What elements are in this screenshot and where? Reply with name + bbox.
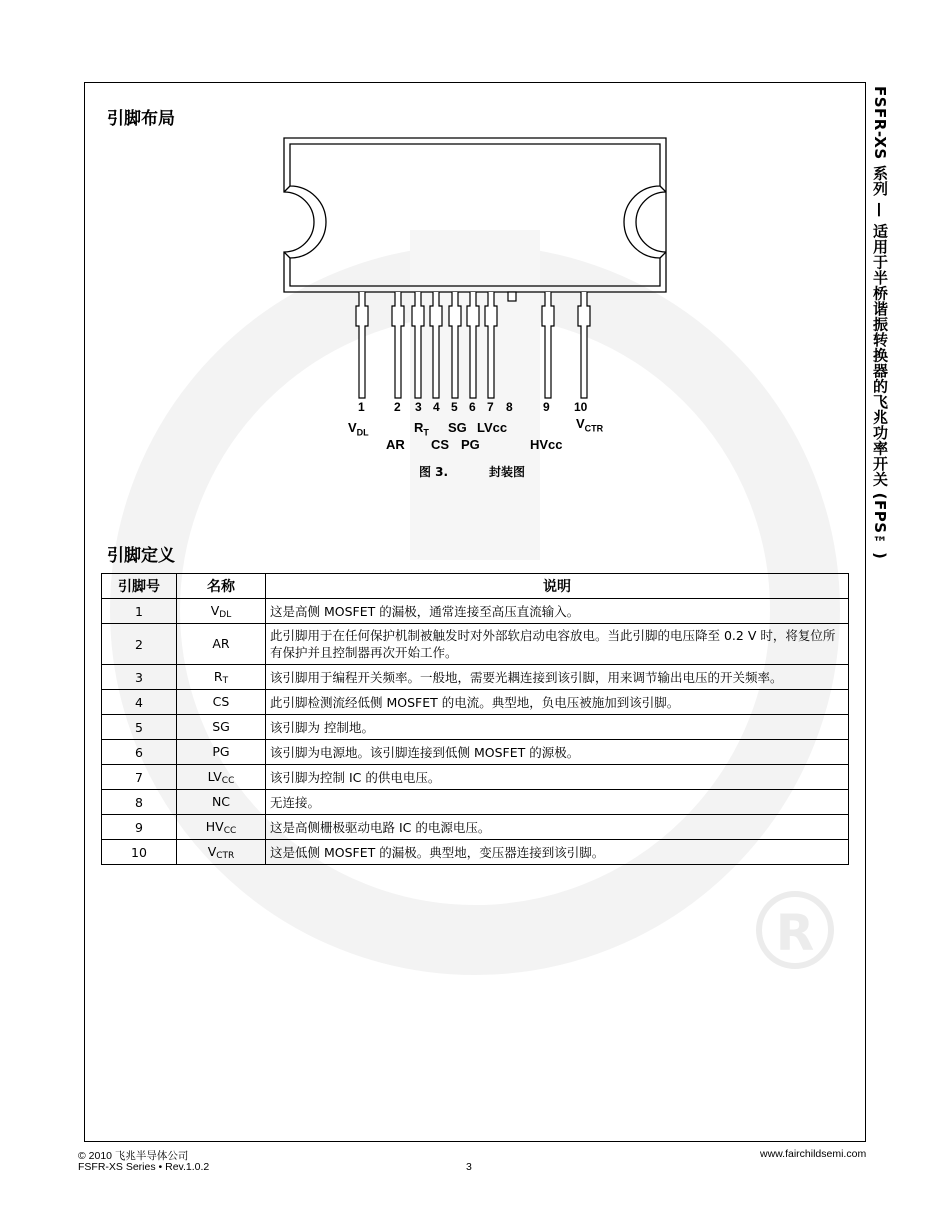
pin-number-1: 1 bbox=[358, 400, 365, 414]
pin-number-2: 2 bbox=[394, 400, 401, 414]
pin-label-hvcc: HVcc bbox=[530, 437, 563, 452]
pin-label-vctr: $V_{CTR}$ bbox=[576, 416, 604, 434]
figure-title: 封装图 bbox=[489, 465, 526, 479]
pin-number-6: 6 bbox=[469, 400, 476, 414]
pin-label-pg: PG bbox=[461, 437, 480, 452]
table-row bbox=[102, 715, 849, 740]
pin-cell: 1 bbox=[102, 599, 177, 624]
pin-label-lvcc: LVcc bbox=[477, 420, 508, 435]
table-row bbox=[102, 599, 849, 624]
desc-cell: 无连接。 bbox=[266, 790, 849, 815]
header-name: 名称 bbox=[177, 574, 266, 599]
name-cell: $HV_{CC}$ bbox=[177, 815, 266, 840]
pin-cell: 2 bbox=[102, 624, 177, 665]
name-cell: CS bbox=[177, 690, 266, 715]
desc-cell: 这是高侧 MOSFET 的漏极，通常连接至高压直流输入。 bbox=[266, 599, 849, 624]
name-cell: NC bbox=[177, 790, 266, 815]
desc-cell: 此引脚检测流经低侧 MOSFET 的电流。典型地，负电压被施加到该引脚。 bbox=[266, 690, 849, 715]
figure-number: 图 3. bbox=[419, 465, 449, 479]
name-cell: $V_{DL}$ bbox=[177, 599, 266, 624]
pin-cell: 6 bbox=[102, 740, 177, 765]
pin-layout-heading: 引脚布局 bbox=[107, 109, 175, 129]
pin-definitions-heading: 引脚定义 bbox=[107, 546, 175, 566]
pin-number-8: 8 bbox=[506, 400, 513, 414]
pin-number-5: 5 bbox=[451, 400, 458, 414]
pin-cell: 5 bbox=[102, 715, 177, 740]
table-row bbox=[102, 790, 849, 815]
name-cell: $LV_{CC}$ bbox=[177, 765, 266, 790]
pin-number-7: 7 bbox=[487, 400, 494, 414]
pin-number-3: 3 bbox=[415, 400, 422, 414]
pin-label-vdl: $V_{DL}$ bbox=[348, 420, 369, 438]
desc-cell: 这是高侧栅极驱动电路 IC 的电源电压。 bbox=[266, 815, 849, 840]
table-row bbox=[102, 815, 849, 840]
header-desc: 说明 bbox=[266, 574, 849, 599]
desc-cell: 该引脚为 控制地。 bbox=[266, 715, 849, 740]
table-row bbox=[102, 740, 849, 765]
name-cell: SG bbox=[177, 715, 266, 740]
pin-number-4: 4 bbox=[433, 400, 440, 414]
side-title: FSFR-XS 系列 — 适用于半桥谐振转换器的飞兆功率开关 (FPS™) bbox=[871, 86, 889, 560]
pin-label-sg: SG bbox=[448, 420, 467, 435]
pin-cell: 7 bbox=[102, 765, 177, 790]
package-diagram bbox=[270, 130, 680, 410]
pin-cell: 3 bbox=[102, 665, 177, 690]
footer-copyright: © 2010 飞兆半导体公司 bbox=[78, 1150, 189, 1162]
pin-number-9: 9 bbox=[543, 400, 550, 414]
desc-cell: 该引脚为电源地。该引脚连接到低侧 MOSFET 的源极。 bbox=[266, 740, 849, 765]
desc-cell: 该引脚为控制 IC 的供电电压。 bbox=[266, 765, 849, 790]
pin-cell: 8 bbox=[102, 790, 177, 815]
table-row bbox=[102, 690, 849, 715]
package-lead bbox=[467, 292, 479, 398]
pin-number-10: 10 bbox=[574, 400, 588, 414]
package-lead bbox=[412, 292, 424, 398]
footer-url[interactable]: www.fairchildsemi.com bbox=[760, 1148, 867, 1160]
package-lead bbox=[449, 292, 461, 398]
table-row bbox=[102, 624, 849, 665]
footer-series: FSFR-XS Series • Rev.1.0.2 bbox=[78, 1161, 210, 1173]
name-cell: $V_{CTR}$ bbox=[177, 840, 266, 865]
pin-definitions-table bbox=[101, 573, 849, 865]
package-body-outline bbox=[284, 138, 666, 292]
package-lead bbox=[430, 292, 442, 398]
table-row bbox=[102, 765, 849, 790]
pin-cell: 9 bbox=[102, 815, 177, 840]
package-lead bbox=[356, 292, 368, 398]
footer-page-number: 3 bbox=[466, 1161, 472, 1173]
pin-cell: 4 bbox=[102, 690, 177, 715]
package-lead bbox=[392, 292, 404, 398]
name-cell: PG bbox=[177, 740, 266, 765]
pin-label-rt: $R_T$ bbox=[414, 420, 429, 438]
table-row bbox=[102, 840, 849, 865]
desc-cell: 此引脚用于在任何保护机制被触发时对外部软启动电容放电。当此引脚的电压降至 0.2 V 时，将复位所有保护并且控制器再次开始工作。 bbox=[266, 624, 849, 665]
package-lead bbox=[542, 292, 554, 398]
table-row bbox=[102, 665, 849, 690]
package-lead bbox=[578, 292, 590, 398]
desc-cell: 这是低侧 MOSFET 的漏极。典型地，变压器连接到该引脚。 bbox=[266, 840, 849, 865]
svg-text:R: R bbox=[775, 904, 815, 962]
header-pin: 引脚号 bbox=[102, 574, 177, 599]
name-cell: AR bbox=[177, 624, 266, 665]
pin-cell: 10 bbox=[102, 840, 177, 865]
name-cell: $R_T$ bbox=[177, 665, 266, 690]
desc-cell: 该引脚用于编程开关频率。一般地，需要光耦连接到该引脚，用来调节输出电压的开关频率。 bbox=[266, 665, 849, 690]
table-header-row bbox=[102, 574, 849, 599]
pin-label-ar: AR bbox=[386, 437, 405, 452]
pin-label-cs: CS bbox=[431, 437, 450, 452]
package-lead bbox=[485, 292, 497, 398]
